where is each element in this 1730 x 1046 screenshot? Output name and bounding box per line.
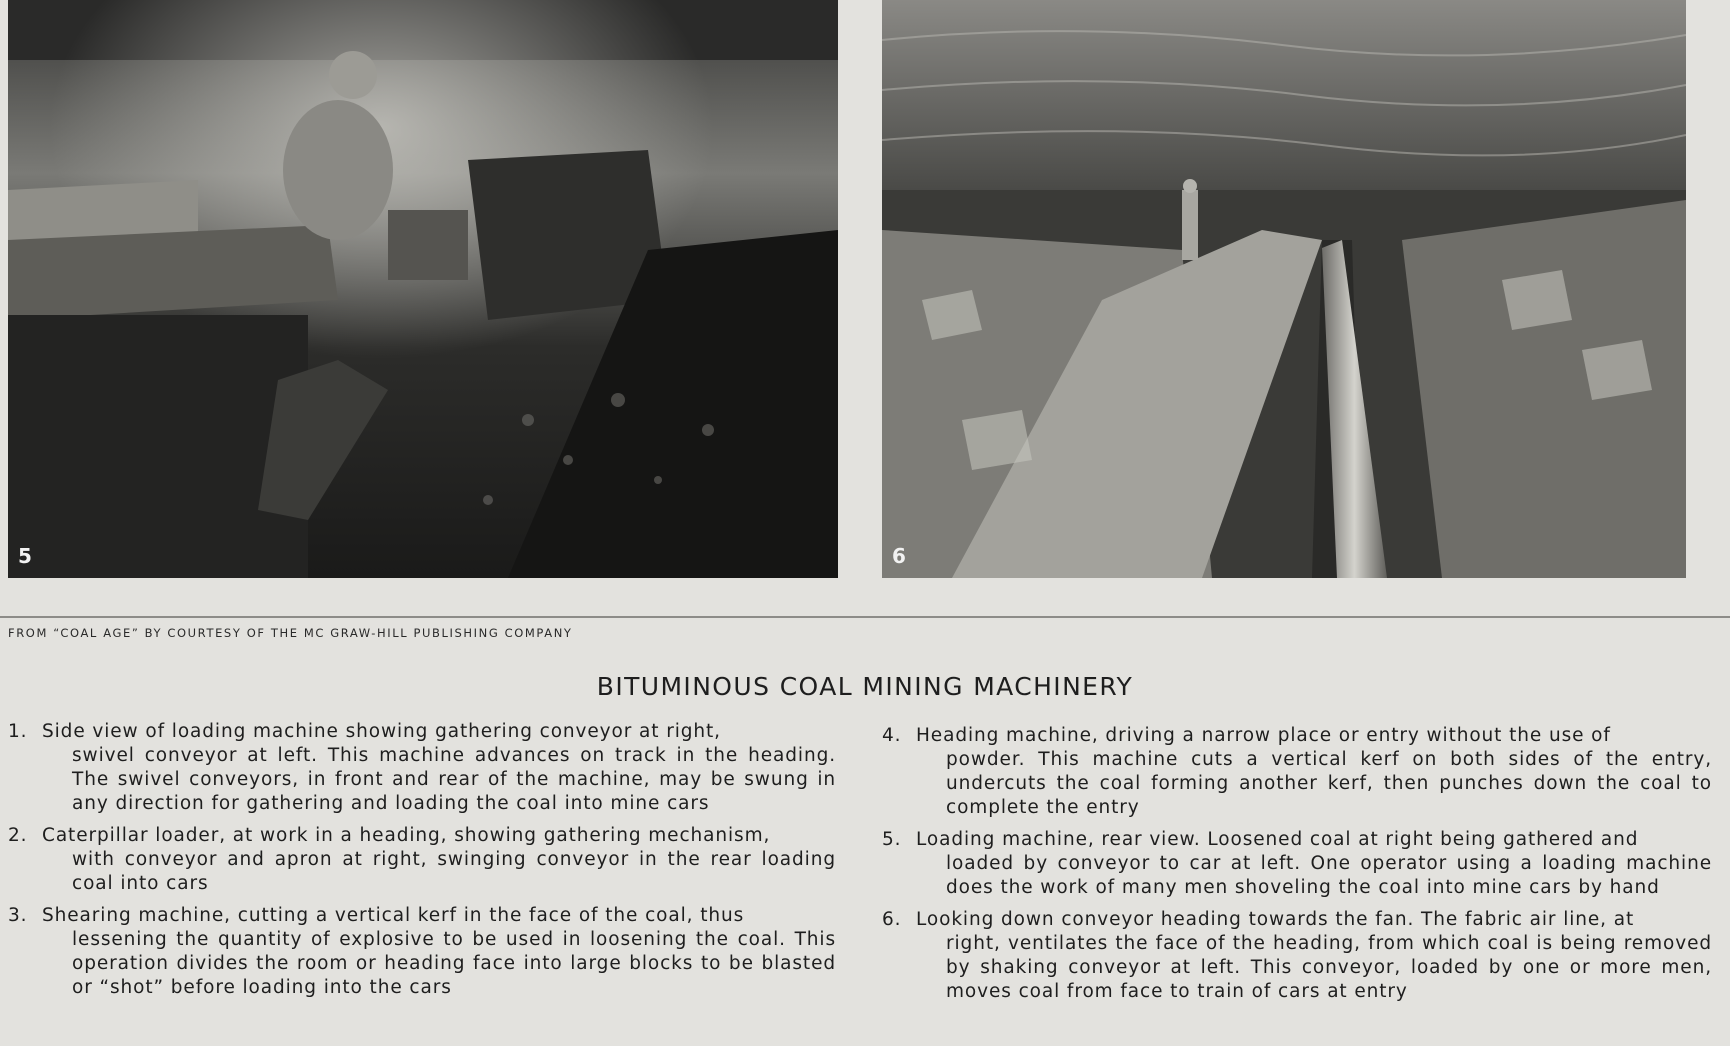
caption-item [8, 904, 836, 1000]
caption-first-line: Side view of loading machine showing gathering conveyor at right, [42, 721, 721, 742]
caption-number: 4. [882, 725, 902, 746]
caption-number: 1. [8, 721, 28, 742]
caption-continuation: right, ventilates the face of the heading, from which coal is being removed by shaking conveyor at left. This conveyor, loaded by one or more men, moves coal from face to train of cars at entry [946, 933, 1712, 1002]
caption-item [882, 828, 1712, 900]
caption-text [916, 908, 1712, 1004]
photo-loading-machine-rear-view [8, 0, 838, 578]
captions-left-column [8, 720, 836, 1008]
caption-continuation: lessening the quantity of explosive to be used in loosening the coal. This operation divides the room or heading face into large blocks to be blasted or “shot” before loading into the cars [72, 929, 836, 998]
caption-text [42, 824, 836, 896]
page-title: BITUMINOUS COAL MINING MACHINERY [596, 672, 1134, 701]
horizontal-rule [0, 616, 1730, 618]
photo-6-image [882, 0, 1686, 578]
caption-first-line: Heading machine, driving a narrow place or entry without the use of [916, 725, 1611, 746]
plate-number: 5 [18, 544, 32, 568]
photo-credit: FROM “COAL AGE” BY COURTESY OF THE MC GRAW-HILL PUBLISHING COMPANY [8, 626, 573, 640]
caption-number: 2. [8, 825, 28, 846]
caption-first-line: Shearing machine, cutting a vertical kerf in the face of the coal, thus [42, 905, 745, 926]
caption-number: 3. [8, 905, 28, 926]
caption-text [42, 904, 836, 1000]
caption-item [882, 724, 1712, 820]
caption-text [916, 828, 1712, 900]
photo-5-image [8, 0, 838, 578]
caption-continuation: loaded by conveyor to car at left. One operator using a loading machine does the work of many men shoveling the coal into mine cars by hand [946, 853, 1712, 898]
caption-continuation: powder. This machine cuts a vertical kerf on both sides of the entry, undercuts the coal forming another kerf, then punches down the coal to complete the entry [946, 749, 1712, 818]
caption-first-line: Caterpillar loader, at work in a heading, showing gathering mechanism, [42, 825, 771, 846]
caption-first-line: Loading machine, rear view. Loosened coal at right being gathered and [916, 829, 1639, 850]
caption-continuation: swivel conveyor at left. This machine advances on track in the heading. The swivel conveyors, in front and rear of the machine, may be swung in any direction for gathering and loading the coal into mine cars [72, 745, 836, 814]
caption-number: 5. [882, 829, 902, 850]
caption-text [916, 724, 1712, 820]
caption-item [882, 908, 1712, 1004]
caption-item [8, 720, 836, 816]
plate-number: 6 [892, 544, 906, 568]
photo-conveyor-heading [882, 0, 1686, 578]
captions-right-column [882, 724, 1712, 1012]
caption-number: 6. [882, 909, 902, 930]
caption-item [8, 824, 836, 896]
caption-continuation: with conveyor and apron at right, swinging conveyor in the rear loading coal into cars [72, 849, 836, 894]
caption-first-line: Looking down conveyor heading towards the fan. The fabric air line, at [916, 909, 1635, 930]
caption-text [42, 720, 836, 816]
